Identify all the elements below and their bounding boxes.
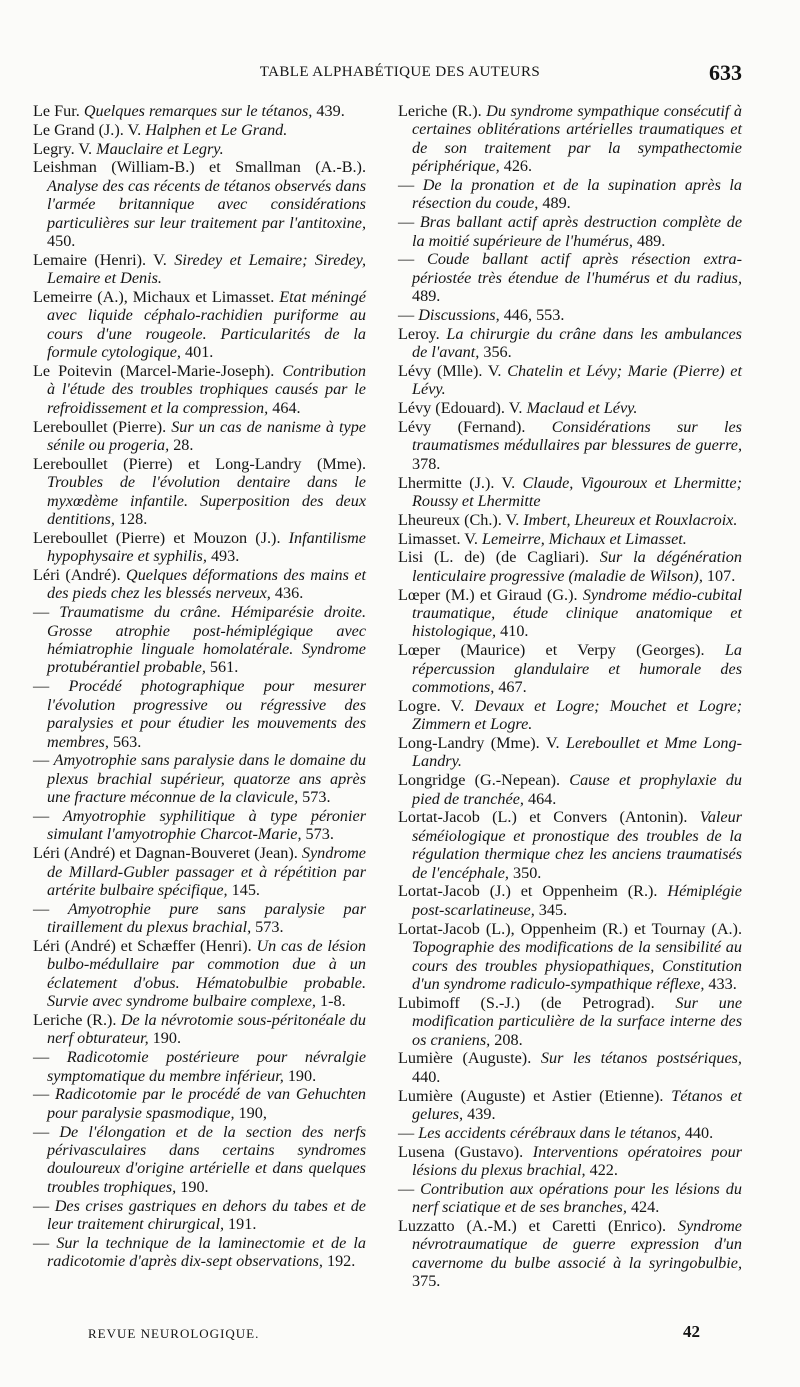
- entry-author: —: [398, 306, 419, 325]
- entry-page-ref: 439.: [316, 102, 345, 120]
- entry-author: —: [33, 1196, 55, 1215]
- entry-page-ref: 464.: [527, 789, 557, 808]
- entry-page-ref: 440.: [684, 1123, 714, 1142]
- entry-author: Legry. V.: [33, 139, 97, 158]
- entry-page-ref: 563.: [112, 732, 142, 751]
- entry-page-ref: 439.: [467, 1104, 496, 1123]
- entry-page-ref: 1-8.: [320, 992, 346, 1011]
- entry-page-ref: 350.: [513, 863, 542, 882]
- entry-author: Le Fur.: [33, 102, 84, 120]
- index-entry: [398, 882, 742, 919]
- entry-page-ref: 192.: [326, 1252, 356, 1271]
- entry-author: —: [33, 899, 68, 918]
- entry-author: Lévy (Mlle). V.: [398, 362, 508, 381]
- entry-page-ref: 190.: [152, 1029, 181, 1048]
- entry-title: Maclaud et Lévy.: [526, 399, 638, 418]
- entry-page-ref: 107.: [706, 566, 736, 585]
- entry-author: Léri (André).: [33, 566, 126, 585]
- entry-title: Contribution aux opérations pour les lésions du nerf sciatique et de ses branches,: [412, 1179, 742, 1217]
- entry-author: —: [398, 250, 428, 269]
- entry-title: De l'élongation et de la section des nerfs périvasculaires dans certains syndromes douloureux d'origine artérielle et dans quelques troubles trophiques,: [47, 1122, 366, 1196]
- entry-author: Logre. V.: [398, 696, 475, 715]
- index-entry: [33, 121, 366, 139]
- entry-title: Valeur séméiologique et pronostique des troubles de la régulation thermique chez les anciens traumatisés de l'encéphale,: [412, 808, 742, 882]
- index-entry: [33, 251, 366, 288]
- entry-title: Chatelin et Lévy; Marie (Pierre) et Lévy.: [412, 362, 742, 399]
- entry-author: Léri (André) et Schæffer (Henri).: [33, 936, 257, 955]
- index-entry: [33, 158, 366, 250]
- index-entry: [398, 1124, 742, 1142]
- entry-author: —: [398, 1123, 419, 1142]
- index-entry: [33, 288, 366, 362]
- entry-title: Syndrome névrotraumatique de guerre expression d'un cavernome du bulbe associé à la syringobulbie,: [412, 1216, 742, 1272]
- signature-mark: 42: [683, 1322, 700, 1341]
- index-entry: [398, 994, 742, 1049]
- entry-title: Procédé photographique pour mesurer l'évolution progressive ou régressive des paralysies et pour étudier les mouvements des membres,: [47, 677, 367, 751]
- entry-title: Traumatisme du crâne. Hémiparésie droite. Grosse atrophie post-hémiplégique avec hémiatrophie linguale homolatérale. Syndrome protubérantiel probable,: [47, 603, 367, 677]
- entry-page-ref: 464.: [272, 398, 301, 417]
- entry-title: Discussions,: [418, 306, 504, 325]
- entry-title: Infantilisme hypophysaire et syphilis,: [47, 528, 366, 566]
- entry-author: —: [33, 677, 69, 696]
- entry-page-ref: 424.: [630, 1198, 660, 1217]
- entry-author: —: [398, 1179, 421, 1198]
- entry-title: Amyotrophie syphilitique à type péronier simulant l'amyotrophie Charcot-Marie,: [47, 806, 367, 844]
- entry-author: Longridge (G.-Nepean).: [398, 771, 570, 790]
- index-entry: [398, 771, 742, 808]
- entry-page-ref: 489.: [412, 287, 441, 306]
- entry-title: Lemeirre, Michaux et Limasset.: [481, 529, 687, 548]
- entry-author: Long-Landry (Mme). V.: [398, 734, 566, 753]
- entry-author: —: [33, 603, 60, 622]
- index-entry: [398, 474, 742, 511]
- entry-title: Radicotomie postérieure pour névralgie symptomatique du membre inférieur,: [47, 1048, 367, 1085]
- entry-page-ref: 467.: [498, 678, 527, 697]
- entry-page-ref: 450.: [47, 232, 76, 251]
- entry-page-ref: 191.: [228, 1214, 257, 1233]
- entry-title: De la névrotomie sous-péritonéale du nerf obturateur,: [47, 1010, 366, 1048]
- index-entry: [33, 677, 366, 751]
- entry-author: Lusena (Gustavo).: [398, 1142, 533, 1161]
- index-entry: [398, 325, 742, 362]
- entry-title: Radicotomie par le procédé de van Gehuchten pour paralysie spasmodique,: [47, 1085, 366, 1122]
- entry-page-ref: 573.: [302, 788, 331, 807]
- index-entry: [33, 900, 366, 937]
- index-entry: [33, 1234, 366, 1271]
- entry-title: Quelques déformations des mains et des pieds chez les blessés nerveux,: [47, 566, 366, 603]
- index-entry: [33, 751, 366, 806]
- entry-title: Analyse des cas récents de tétanos observés dans l'armée britannique avec considérations particulières sur leur traitement par l'antitoxine,: [47, 176, 366, 232]
- running-title: TABLE ALPHABÉTIQUE DES AUTEURS: [259, 64, 541, 80]
- entry-page-ref: 128.: [118, 510, 148, 529]
- index-entry: [33, 807, 366, 844]
- entry-author: Le Poitevin (Marcel-Marie-Joseph).: [33, 362, 283, 381]
- entry-title: Interventions opératoires pour lésions du plexus brachial,: [412, 1142, 742, 1179]
- index-entry: [33, 566, 366, 603]
- index-entry: [398, 1217, 742, 1291]
- index-entry: [33, 1085, 366, 1122]
- entry-author: —: [33, 1122, 60, 1141]
- right-column: [398, 102, 742, 1291]
- entry-author: Lheureux (Ch.). V.: [398, 510, 524, 529]
- entry-page-ref: 446, 553.: [503, 306, 565, 325]
- index-entry: [398, 362, 742, 399]
- index-entry: [398, 1143, 742, 1180]
- entry-title: Quelques remarques sur le tétanos,: [83, 102, 317, 120]
- entry-author: —: [33, 1048, 67, 1067]
- entry-author: Lortat-Jacob (L.), Oppenheim (R.) et Tournay (A.).: [398, 919, 742, 938]
- entry-page-ref: 561.: [209, 658, 239, 677]
- entry-page-ref: 208.: [494, 1030, 523, 1049]
- entry-author: Le Grand (J.). V.: [33, 120, 146, 139]
- index-entry: [398, 176, 742, 213]
- index-entry: [33, 1197, 366, 1234]
- entry-title: Coude ballant actif après résection extra-périostée très étendue de l'humérus et du radius,: [412, 250, 743, 287]
- index-entry: [398, 306, 742, 324]
- entry-page-ref: 426.: [503, 157, 533, 176]
- index-entry: [398, 1049, 742, 1086]
- entry-page-ref: 422.: [589, 1160, 618, 1179]
- entry-author: Lhermitte (J.). V.: [398, 473, 523, 492]
- entry-author: Luzzatto (A.-M.) et Caretti (Enrico).: [398, 1216, 678, 1235]
- entry-page-ref: 190.: [287, 1066, 317, 1085]
- entry-page-ref: 190.: [180, 1177, 209, 1196]
- index-entry: [33, 140, 366, 158]
- entry-title: Lereboullet et Mme Long-Landry.: [412, 734, 742, 771]
- entry-page-ref: 375.: [412, 1272, 441, 1291]
- entry-title: La chirurgie du crâne dans les ambulances de l'avant,: [412, 324, 742, 362]
- entry-author: —: [33, 1085, 55, 1104]
- entry-title: Imbert, Lheureux et Rouxlacroix.: [523, 510, 738, 529]
- entry-author: Lœper (Maurice) et Verpy (Georges).: [398, 641, 725, 660]
- entry-author: Lumière (Auguste) et Astier (Etienne).: [398, 1086, 672, 1105]
- entry-page-ref: 440.: [412, 1067, 441, 1086]
- entry-title: Du syndrome sympathique consécutif à certaines oblitérations artérielles traumatiques et de son traitement par la sympathectomie périphérique,: [412, 102, 742, 176]
- index-entry: [398, 1087, 742, 1124]
- page-footer: [0, 1322, 800, 1346]
- entry-title: Siredey et Lemaire; Siredey, Lemaire et Denis.: [47, 250, 367, 288]
- entry-title: Tétanos et gelures,: [412, 1086, 742, 1123]
- index-entry: [33, 1048, 366, 1085]
- index-entry: [398, 920, 742, 994]
- entry-page-ref: 436.: [274, 584, 304, 603]
- entry-title: Topographie des modifications de la sensibilité au cours des troubles physiopathiques, Constitution d'un syndrome radiculo-sympathique réflexe,: [412, 938, 742, 993]
- index-entry: [33, 418, 366, 455]
- entry-author: Leriche (R.).: [398, 102, 487, 120]
- index-entry: [398, 586, 742, 641]
- entry-page-ref: 401.: [185, 343, 214, 362]
- page-header: [0, 60, 800, 90]
- index-entry: [33, 1011, 366, 1048]
- entry-title: Cause et prophylaxie du pied de tranchée,: [412, 771, 742, 808]
- page-number: 633: [709, 60, 742, 85]
- index-entry: [398, 511, 742, 529]
- entry-title: Sur une modification particulière de la surface interne des os craniens,: [412, 993, 743, 1049]
- entry-page-ref: 410.: [500, 622, 529, 641]
- entry-title: Amyotrophie pure sans paralysie par tiraillement du plexus brachial,: [47, 899, 366, 937]
- entry-author: Leishman (William-B.) et Smallman (A.-B.).: [33, 158, 366, 177]
- entry-author: Lumière (Auguste).: [398, 1049, 541, 1068]
- entry-author: Lereboullet (Pierre) et Mouzon (J.).: [33, 528, 289, 547]
- entry-title: Sur la dégénération lenticulaire progressive (maladie de Wilson),: [412, 548, 742, 585]
- entry-author: Lereboullet (Pierre) et Long-Landry (Mme).: [33, 454, 366, 473]
- index-entry: [398, 102, 742, 176]
- index-entry: [398, 1180, 742, 1217]
- entry-page-ref: 489.: [636, 231, 666, 250]
- entry-author: Lereboullet (Pierre).: [33, 417, 172, 436]
- index-entry: [33, 603, 366, 677]
- index-entry: [33, 844, 366, 899]
- entry-title: Claude, Vigouroux et Lhermitte; Roussy et Lhermitte: [412, 473, 742, 511]
- entry-title: Sur la technique de la laminectomie et de la radicotomie d'après dix-sept observations,: [47, 1233, 366, 1271]
- index-entry: [398, 530, 742, 548]
- index-entry: [398, 418, 742, 473]
- index-entry: [398, 548, 742, 585]
- entry-author: Lortat-Jacob (L.) et Convers (Antonin).: [398, 808, 700, 827]
- entry-title: La répercussion glandulaire et humorale des commotions,: [412, 641, 742, 697]
- entry-author: Lœper (M.) et Giraud (G.).: [398, 585, 583, 604]
- entry-page-ref: 378.: [412, 454, 441, 473]
- entry-author: Léri (André) et Dagnan-Bouveret (Jean).: [33, 844, 302, 863]
- index-entry: [33, 102, 366, 120]
- entry-title: Hémiplégie post-scarlatineuse,: [412, 882, 742, 919]
- entry-title: Contribution à l'étude des troubles trophiques causés par le refroidissement et la compression,: [47, 362, 366, 417]
- entry-page-ref: 28.: [173, 436, 194, 455]
- index-entry: [398, 808, 742, 882]
- entry-title: Considérations sur les traumatismes médullaires par blessures de guerre,: [412, 418, 742, 455]
- entry-page-ref: 493.: [210, 547, 240, 566]
- index-entry: [33, 362, 366, 417]
- entry-title: Syndrome médio-cubital traumatique, étude clinique anatomique et histologique,: [412, 585, 742, 641]
- entry-page-ref: 573.: [305, 825, 334, 844]
- index-entry: [398, 641, 742, 696]
- index-entry: [33, 455, 366, 529]
- entry-title: Amyotrophie sans paralysie dans le domaine du plexus brachial supérieur, quatorze ans après une fracture méconnue de la clavicule,: [47, 751, 367, 807]
- entry-author: Lemeirre (A.), Michaux et Limasset.: [33, 288, 280, 307]
- index-entry: [398, 250, 742, 305]
- index-entry: [398, 734, 742, 771]
- entry-author: —: [398, 176, 423, 195]
- entry-title: Etat méningé avec liquide céphalo-rachidien puriforme au cours d'une rougeole. Particularités de la formule cytologique,: [47, 288, 366, 362]
- entry-author: Leriche (R.).: [33, 1010, 121, 1029]
- entry-page-ref: 190,: [238, 1103, 267, 1122]
- entry-page-ref: 345.: [538, 900, 568, 919]
- index-entry: [33, 1123, 366, 1197]
- entry-author: —: [33, 806, 63, 825]
- entry-title: Halphen et Le Grand.: [145, 120, 288, 139]
- entry-author: —: [33, 1233, 57, 1252]
- entry-author: Lisi (L. de) (de Cagliari).: [398, 548, 600, 567]
- entry-author: —: [33, 751, 54, 770]
- left-column: [33, 102, 366, 1271]
- entry-title: Un cas de lésion bulbo-médullaire par commotion due à un éclatement d'obus. Hématobulbie probable. Survie avec syndrome bulbaire complexe,: [47, 936, 366, 1011]
- journal-name: REVUE NEUROLOGIQUE.: [88, 1326, 260, 1341]
- entry-title: Sur un cas de nanisme à type sénile ou progeria,: [47, 417, 366, 455]
- entry-title: Les accidents cérébraux dans le tétanos,: [418, 1123, 685, 1142]
- entry-title: De la pronation et de la supination après la résection du coude,: [412, 176, 742, 213]
- index-entry: [33, 529, 366, 566]
- entry-page-ref: 433.: [708, 974, 737, 993]
- entry-title: Mauclaire et Legry.: [96, 139, 224, 158]
- entry-title: Sur les tétanos postsériques,: [540, 1049, 742, 1068]
- entry-author: Lévy (Edouard). V.: [398, 399, 527, 418]
- entry-author: Lemaire (Henri). V.: [33, 250, 175, 269]
- index-entry: [398, 399, 742, 417]
- index-entry: [398, 697, 742, 734]
- entry-author: Lubimoff (S.-J.) (de Petrograd).: [398, 993, 676, 1012]
- entry-author: Lortat-Jacob (J.) et Oppenheim (R.).: [398, 882, 668, 901]
- entry-title: Bras ballant actif après destruction complète de la moitié supérieure de l'humérus,: [412, 213, 743, 250]
- entry-author: Lévy (Fernand).: [398, 418, 552, 437]
- entry-author: Leroy.: [398, 324, 447, 343]
- entry-title: Syndrome de Millard-Gubler passager et à répétition par artérite bulbaire spécifique,: [47, 844, 366, 899]
- entry-author: —: [398, 213, 420, 232]
- entry-page-ref: 573.: [255, 918, 284, 937]
- index-entry: [398, 213, 742, 250]
- entry-page-ref: 145.: [231, 880, 260, 899]
- entry-title: Troubles de l'évolution dentaire dans le myxœdème infantile. Superposition des deux dentitions,: [47, 473, 366, 529]
- entry-title: Devaux et Logre; Mouchet et Logre; Zimmern et Logre.: [412, 696, 742, 734]
- entry-title: Des crises gastriques en dehors du tabes et de leur traitement chirurgical,: [47, 1196, 366, 1233]
- entry-page-ref: 489.: [542, 194, 571, 213]
- entry-page-ref: 356.: [483, 343, 512, 362]
- entry-author: Limasset. V.: [398, 529, 482, 548]
- index-entry: [33, 937, 366, 1011]
